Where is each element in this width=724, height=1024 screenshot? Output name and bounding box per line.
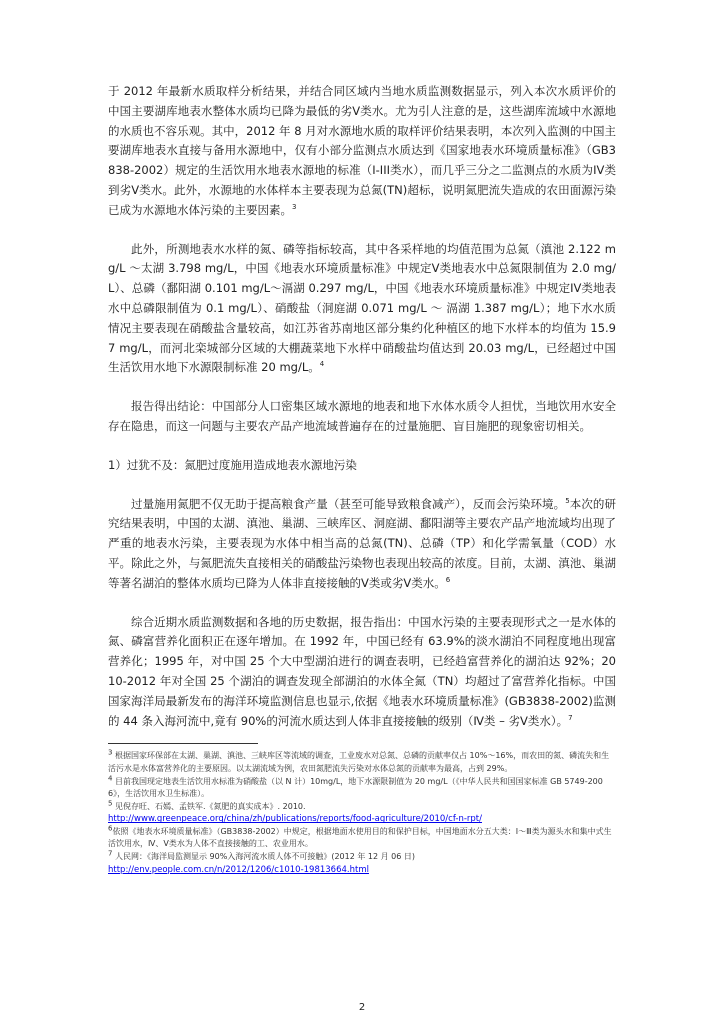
footnote-divider [108,743,258,744]
footnote-6: $^6$依照《地表水环境质量标准》（GB3838-2002）中规定，根据地面水使用目的和保护目标，中国地面水分五大类：Ⅰ～Ⅲ类为源头水和集中式生活饮用水，Ⅳ、Ⅴ类水为人体不直接接触的工、农业用水。 [108,824,612,849]
document-page [108,82,616,876]
paragraph-eutrophication: 综合近期水质监测数据和各地的历史数据，报告指出：中国水污染的主要表现形式之一是水体的氮、磷富营养化面积正在逐年增加。在 1992 年，中国已经有 63.9%的淡水湖泊不同程度地出现富营养化；1995 年，对中国 25 个大中型湖泊进行的调查表明，已经趋富营养化的湖泊达 92%；2010-2012 年对全国 25 个湖泊的调查发现全部湖泊的水体全氮（TN）均超过了富营养化指标。中国国家海洋局最新发布的海洋环境监测信息也显示,依据《地表水环境质量标准》(GB3838-2002)监测的 44 条入海河流中,竟有 90%的河流水质达到人体非直接接触的级别（Ⅳ类 – 劣V类水）。$^7$ [108,614,616,728]
footnote-3: $^3$ 根据国家环保部在太湖、巢湖、滇池、三峡库区等流域的调查，工业废水对总氮、总磷的贡献率仅占 10%～16%，而农田的氮、磷流失和生活污水是水体富营养化的主要原因。以太湖流域为例，农田氮肥流失污染对水体总氮的贡献率为最高，占到 29%。 [108,748,610,773]
footnote-5: $^5$ 见倪存旺、石嫣、孟铁军.《氮肥的真实成本》. 2010. [108,799,306,811]
paragraph-over-fertilization: 过量施用氮肥不仅无助于提高粮食产量（甚至可能导致粮食减产），反而会污染环境。$^5$本次的研究结果表明，中国的太湖、滇池、巢湖、三峡库区、洞庭湖、鄱阳湖等主要农产品产地流域均出现了严重的地表水污染，主要表现为水体中相当高的总氮(TN)、总磷（TP）和化学需氧量（COD）水平。除此之外，与氮肥流失直接相关的硝酸盐污染物也表现出较高的浓度。目前，太湖、滇池、巢湖等著名湖泊的整体水质均已降为人体非直接接触的Ⅴ类或劣V类水。$^6$ [108,496,616,590]
footnote-ref-3[interactable]: 3 [292,202,297,211]
footnote-ref-6[interactable]: 6 [445,575,451,584]
people-news-link[interactable]: http://env.people.com.cn/n/2012/1206/c1010-19813664.html [108,864,369,875]
footnote-7-link-line [108,864,616,877]
paragraph-water-quality-results: 于 2012 年最新水质取样分析结果，并结合同区域内当地水质监测数据显示，列入本次水质评价的中国主要湖库地表水整体水质均已降为最低的劣V类水。尤为引人注意的是，这些湖库流域中水源地的水质也不容乐观。其中，2012 年 8 月对水源地水质的取样评价结果表明，本次列入监测的中国主要湖库地表水直接与备用水源地中，仅有小部分监测点水质达到《国家地表水环境质量标准》（GB3838-2002）规定的生活饮用水地表水源地的标准（I-III类水），而几乎三分之二监测点的水质为IV类到劣V类水。此外，水源地的水体样本主要表现为总氮(TN)超标，说明氮肥流失造成的农田面源污染已成为水源地水体污染的主要因素。$^3$ [108,84,616,217]
page-number: 2 [358,1002,366,1013]
footnote-7: $^7$ 人民网：《海洋局监测显示 90%入海河流水质人体不可接触》(2012 年 12 月 06 日) [108,849,416,862]
greenpeace-report-link[interactable]: http://www.greenpeace.org/china/zh/publications/reports/food-agriculture/2010/cf-n-rpt/ [108,814,482,825]
footnote-5-link-line [108,813,616,826]
paragraph-nitrogen-phosphorus: 此外，所测地表水水样的氮、磷等指标较高，其中各采样地的均值范围为总氮（滇池 2.122 mg/L ～太湖 3.798 mg/L，中国《地表水环境质量标准》中规定V类地表水中总氮限制值为 2.0 mg/L）、总磷（鄱阳湖 0.101 mg/L～滆湖 0.297 mg/L，中国《地表水环境质量标准》中规定IV类地表水中总磷限制值为 0.1 mg/L）、硝酸盐（洞庭湖 0.071 mg/L ～ 滆湖 1.387 mg/L）；地下水水质情况主要表现在硝酸盐含量较高，如江苏省苏南地区部分集约化种植区的地下水样本的均值为 15.97 mg/L，而河北栾城部分区域的大棚蔬菜地下水样中硝酸盐均值达到 20.03 mg/L，已经超过中国生活饮用水地下水源限制标准 20 mg/L。$^4$ [108,241,616,375]
section-heading: 1）过犹不及：氮肥过度施用造成地表水源地污染 [108,457,357,472]
footnote-ref-4[interactable]: 4 [319,360,325,369]
footnote-4: $^4$ 目前我国现定地表生活饮用水标准为硝酸盐（以 N 计）10mg/L，地下水源限制值为 20 mg/L（《中华人民共和国国家标准 GB 5749-2006》，生活饮用水卫生标准）。 [108,773,603,799]
footnote-ref-5[interactable]: 5 [565,496,570,505]
paragraph-report-conclusion: 报告得出结论：中国部分人口密集区域水源地的地表和地下水体水质令人担忧，当地饮用水安全存在隐患，而这一问题与主要农产品产地流域普遍存在的过量施肥、盲目施肥的现象密切相关。 [108,399,616,433]
footnote-ref-7[interactable]: 7 [568,713,573,722]
